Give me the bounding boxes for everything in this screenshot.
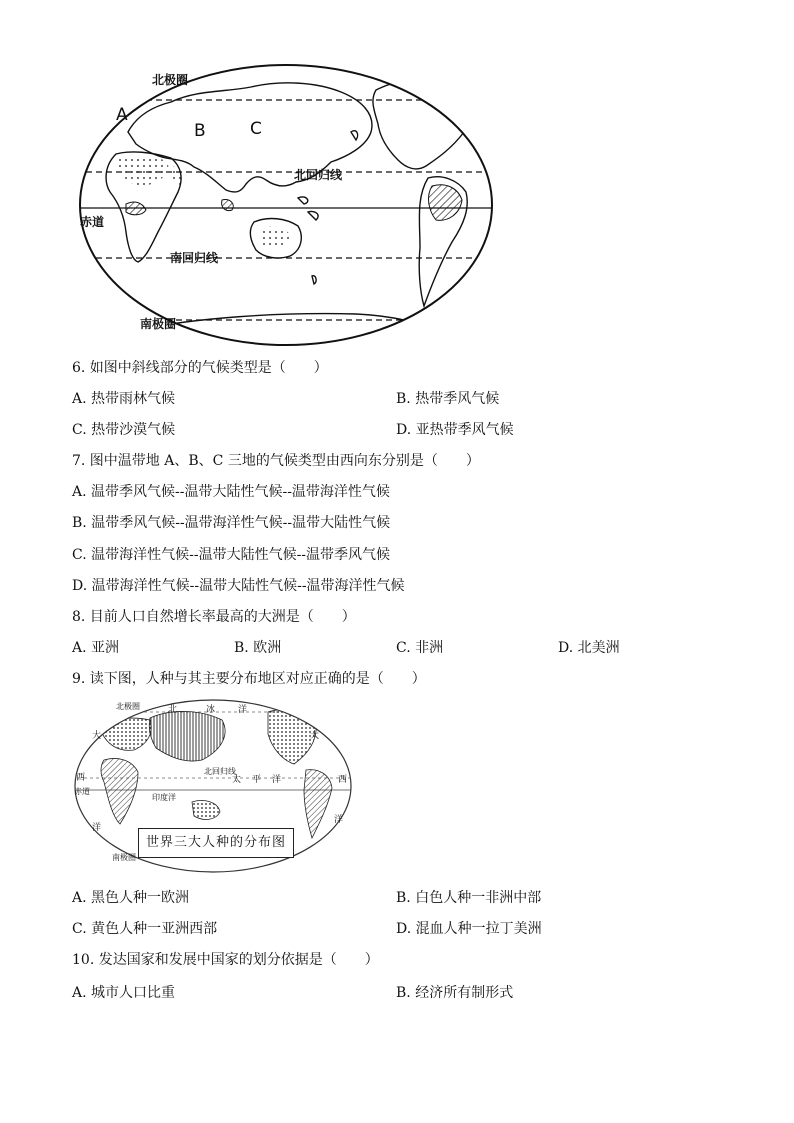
map2-title-box: 世界三大人种的分布图	[138, 828, 294, 858]
q6-option-a[interactable]: A. 热带雨林气候	[72, 391, 176, 407]
map2-label-ping: 平	[252, 775, 262, 785]
q7-option-a[interactable]: A. 温带季风气候--温带大陆性气候--温带海洋性气候	[72, 484, 390, 500]
map2-label-arctic: 北极圈	[116, 702, 140, 711]
map2-label-tai: 太	[232, 775, 242, 785]
map2-label-indian-ocean: 印度洋	[152, 793, 176, 802]
q8-option-a[interactable]: A. 亚洲	[72, 640, 120, 656]
label-tropic-of-capricorn: 南回归线	[170, 251, 219, 265]
map2-label-da2: 大	[310, 731, 320, 741]
label-b: B	[194, 121, 206, 141]
map2-label-yang-mid: 洋	[272, 775, 282, 785]
q7-option-d[interactable]: D. 温带海洋性气候--温带大陆性气候--温带海洋性气候	[72, 578, 405, 594]
map2-label-equator: 赤道	[74, 787, 90, 796]
q7-option-b[interactable]: B. 温带季风气候--温带海洋性气候--温带大陆性气候	[72, 515, 391, 531]
q8-option-d[interactable]: D. 北美洲	[558, 640, 620, 656]
q9-option-a[interactable]: A. 黑色人种一欧洲	[72, 890, 190, 906]
question-10-stem: 10. 发达国家和发展中国家的划分依据是（ ）	[72, 952, 379, 968]
label-a: A	[116, 105, 128, 125]
map2-label-ocean1: 洋	[238, 705, 248, 715]
map2-label-tropic-cancer: 北回归线	[204, 767, 236, 776]
map2-label-da1: 大	[92, 731, 102, 741]
question-7-stem: 7. 图中温带地 A、B、C 三地的气候类型由西向东分别是（ ）	[72, 453, 480, 469]
question-9-stem: 9. 读下图，人种与其主要分布地区对应正确的是（ ）	[72, 671, 426, 687]
map2-label-yang-right: 洋	[334, 815, 344, 825]
map2-label-xi: 西	[76, 773, 86, 783]
q6-option-c[interactable]: C. 热带沙漠气候	[72, 422, 176, 438]
map2-label-yang-left: 洋	[92, 823, 102, 833]
question-8-stem: 8. 目前人口自然增长率最高的大洲是（ ）	[72, 609, 356, 625]
q9-option-b[interactable]: B. 白色人种一非洲中部	[396, 890, 542, 906]
map2-label-xi-right: 西	[338, 775, 348, 785]
map2-label-north: 北	[168, 705, 178, 715]
q10-option-a[interactable]: A. 城市人口比重	[72, 985, 176, 1001]
q8-option-c[interactable]: C. 非洲	[396, 640, 444, 656]
map2-label-antarctic: 南极圈	[112, 853, 136, 862]
label-arctic-circle: 北极圈	[152, 73, 189, 87]
q8-option-b[interactable]: B. 欧洲	[234, 640, 282, 656]
q10-option-b[interactable]: B. 经济所有制形式	[396, 985, 514, 1001]
label-c: C	[250, 119, 262, 139]
q7-option-c[interactable]: C. 温带海洋性气候--温带大陆性气候--温带季风气候	[72, 547, 391, 563]
label-antarctic-circle: 南极圈	[140, 317, 177, 331]
map2-label-ice: 冰	[206, 705, 216, 715]
q6-option-b[interactable]: B. 热带季风气候	[396, 391, 500, 407]
question-6-stem: 6. 如图中斜线部分的气候类型是（ ）	[72, 360, 328, 376]
label-tropic-of-cancer: 北回归线	[294, 168, 343, 182]
label-equator: 赤道	[80, 215, 105, 229]
q9-option-c[interactable]: C. 黄色人种一亚洲西部	[72, 921, 218, 937]
q9-option-d[interactable]: D. 混血人种一拉丁美洲	[396, 921, 542, 937]
q6-option-d[interactable]: D. 亚热带季风气候	[396, 422, 514, 438]
climate-world-map	[76, 62, 496, 348]
